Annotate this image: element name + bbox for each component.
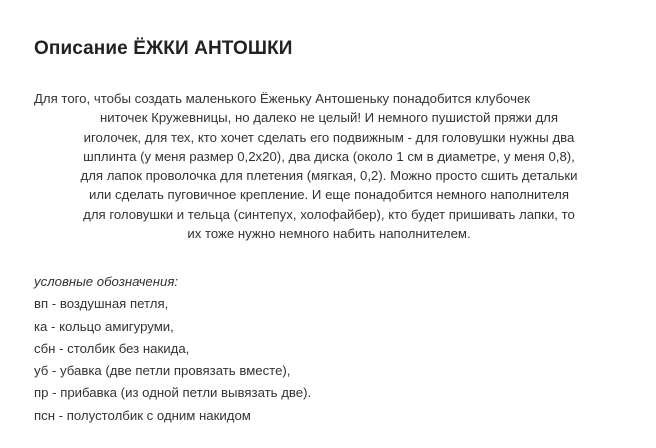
legend-item: пр - прибавка (из одной петли вывязать две). [34, 385, 312, 401]
legend-item: вп - воздушная петля, [34, 296, 169, 312]
paragraph-line: для лапок проволочка для плетения (мягкая, 0,2). Можно просто сшить детальки [80, 168, 578, 184]
legend-title: условные обозначения: [34, 274, 179, 289]
paragraph-line: или сделать пуговичное крепление. И еще понадобится немного наполнителя [88, 187, 570, 203]
description-paragraph [34, 89, 624, 243]
legend-section [34, 271, 311, 427]
page-title: Описание ЁЖКИ АНТОШКИ [34, 38, 293, 59]
paragraph-line: Для того, чтобы создать маленького Ёженьку Антошеньку понадобится клубочек [34, 91, 531, 106]
legend-item: ка - кольцо амигуруми, [34, 318, 174, 334]
paragraph-line: иголочек, для тех, кто хочет сделать его подвижным - для головушки нужны два [83, 129, 575, 145]
legend-item: псн - полустолбик с одним накидом [34, 407, 251, 423]
legend-item: уб - убавка (две петли провязать вместе), [34, 363, 291, 379]
legend-item: сбн - столбик без накида, [34, 340, 190, 356]
paragraph-line: их тоже нужно немного набить наполнителем. [187, 226, 471, 242]
paragraph-line: шплинта (у меня размер 0,2х20), два диска (около 1 см в диаметре, у меня 0,8), [83, 148, 575, 164]
paragraph-line: для головушки и тельца (синтепух, холофайбер), кто будет пришивать лапки, то [83, 206, 575, 222]
paragraph-line: ниточек Кружевницы, но далеко не целый! И немного пушистой пряжи для [99, 110, 559, 126]
